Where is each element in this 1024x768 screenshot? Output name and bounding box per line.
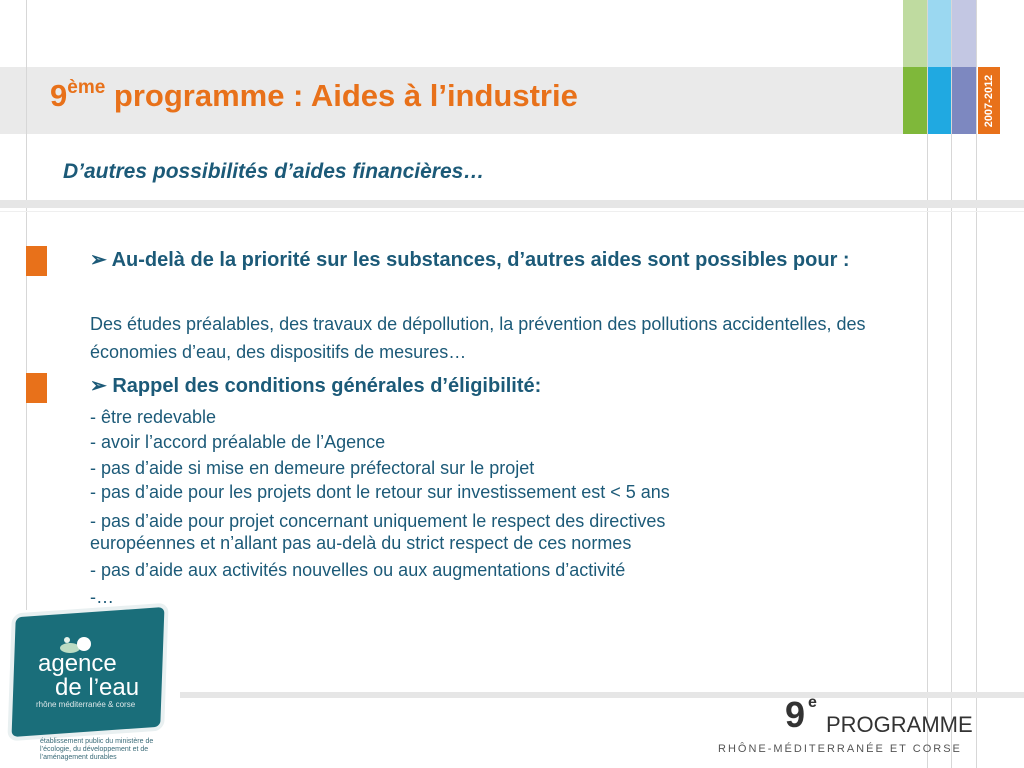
stripe-light-green [903,0,927,67]
condition-item: - être redevable [90,407,217,427]
stripe-green [903,67,927,134]
condition-item: - pas d’aide pour projet concernant uniquement le respect des directives [90,511,666,531]
program-number: 9 [785,694,806,735]
separator-line [0,211,1024,212]
page-subtitle: D’autres possibilités d’aides financières… [63,160,485,183]
left-rule [26,0,27,610]
section1-body: Des études préalables, des travaux de dépollution, la prévention des pollutions accidentelles, des économies d’eau, des dispositifs de mesures… [90,314,866,362]
program-superscript: e [808,694,817,711]
condition-item-continued: européennes et n’allant pas au-delà du strict respect de ces normes [90,533,632,553]
logo-text-eau: de l’eau [55,674,140,701]
separator-bar [0,200,1024,208]
condition-item: - avoir l’accord préalable de l’Agence [90,432,386,452]
stripe-cyan [928,67,952,134]
program-word: PROGRAMME [826,712,973,737]
condition-item: - pas d’aide pour les projets dont le retour sur investissement est < 5 ans [90,482,670,502]
logo-caption: établissement public du ministère de l’écologie, du développement et de l’aménagement durables [40,738,154,761]
condition-item: - pas d’aide si mise en demeure préfectoral sur le projet [90,458,535,478]
program-region: RHÔNE-MÉDITERRANÉE ET CORSE [718,743,962,755]
condition-item: - pas d’aide aux activités nouvelles ou aux augmentations d’activité [90,560,626,580]
section-marker [26,373,47,403]
logo-text-region: rhône méditerranée & corse [36,700,136,709]
logo-text-agence: agence [38,650,117,677]
arrow-bullet-icon: ➢ [90,249,107,271]
arrow-bullet-icon: ➢ [90,375,107,397]
stripe-line [976,0,977,768]
condition-item: -… [90,587,114,607]
section2-heading: ➢ Rappel des conditions générales d’éligibilité: [90,375,542,397]
footer-rule [180,692,1024,698]
section-marker [26,246,47,276]
stripe-line [927,0,928,768]
stripe-purple [952,67,976,134]
stripe-light-cyan [928,0,952,67]
page-title: 9ème programme : Aides à l’industrie [50,76,578,113]
year-badge-text: 2007-2012 [983,74,995,127]
title-superscript: ème [67,76,106,98]
stripe-light-purple [952,0,976,67]
stripe-line [951,0,952,768]
section1-heading: ➢ Au-delà de la priorité sur les substances, d’autres aides sont possibles pour : [90,249,850,271]
